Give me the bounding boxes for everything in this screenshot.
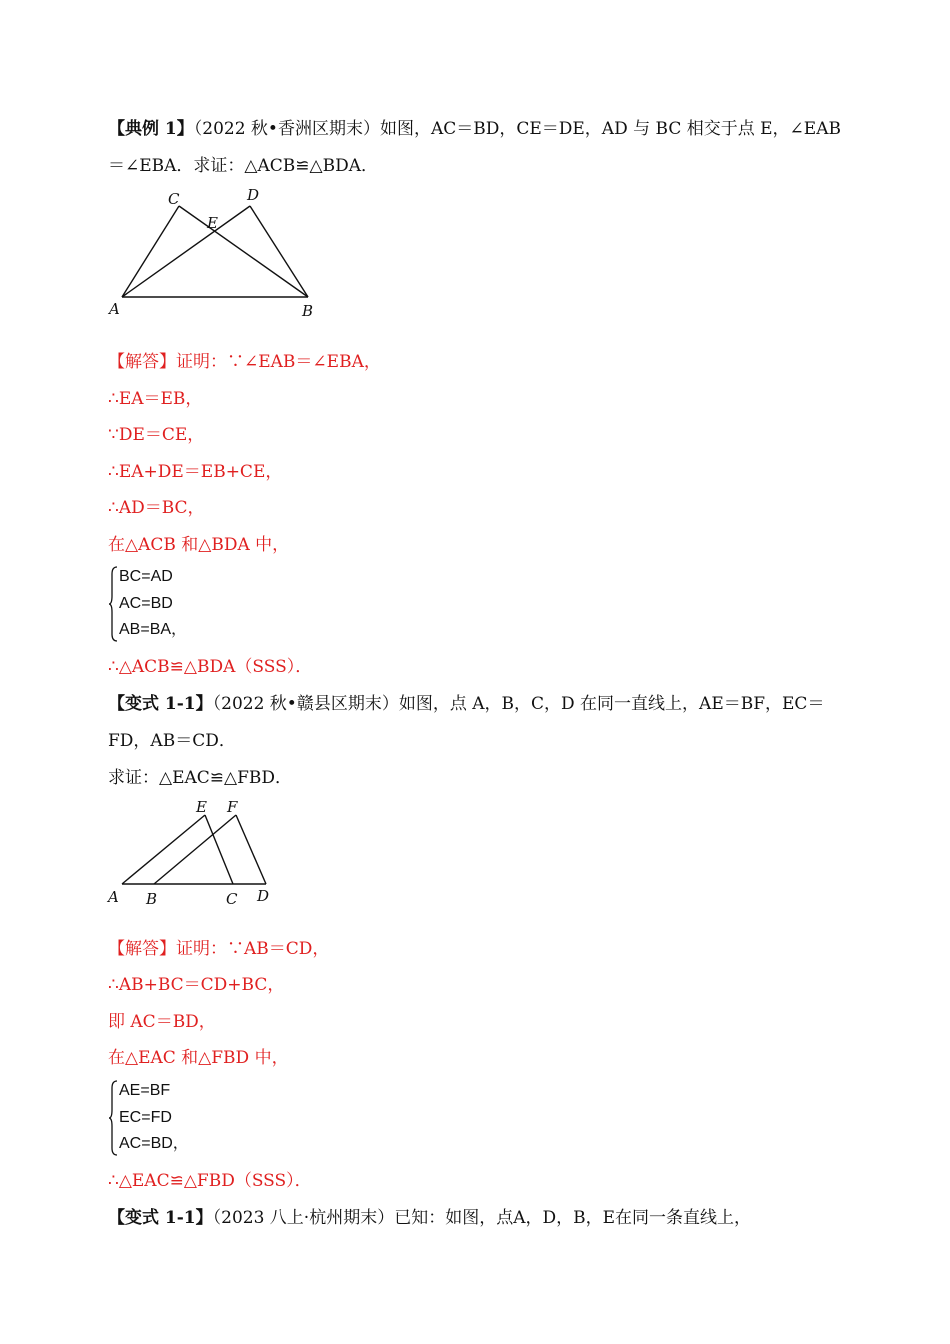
segment-bd: [250, 206, 308, 297]
system-row: AB=BA，: [119, 621, 188, 638]
variant1-question-line2: FD，AB＝CD．: [108, 731, 236, 751]
segment-bf: [154, 815, 236, 884]
variant1-conclusion: ∴△EAC≌△FBD（SSS）．: [108, 1171, 312, 1191]
example1-solution-tag: 【解答】: [108, 352, 176, 372]
label-c: C: [168, 190, 180, 208]
example1-solution-line5: ∴AD＝BC，: [108, 498, 205, 518]
example1-solution-line6: 在△ACB 和△BDA 中，: [108, 535, 290, 555]
example1-solution-line2: ∴EA＝EB，: [108, 389, 203, 409]
variant1-equation-system: [108, 1078, 198, 1158]
brace-icon: [108, 1080, 118, 1156]
label-b: B: [146, 890, 158, 908]
segment-ec: [205, 815, 233, 884]
brace-icon: [108, 566, 118, 642]
variant1-solution-line4: 在△EAC 和△FBD 中，: [108, 1048, 289, 1068]
label-a: A: [109, 300, 120, 318]
example1-solution-line1: 【解答】证明：∵∠EAB＝∠EBA，: [108, 352, 381, 372]
variant1-solution-tag: 【解答】: [108, 939, 176, 959]
segment-ac: [122, 206, 179, 297]
variant2-question-line1: 【变式 1-1】（2023 八上·杭州期末）已知：如图，点A，D，B，E在同一条直线上，: [108, 1208, 752, 1228]
segment-ae: [122, 815, 205, 884]
example1-solution-line4: ∴EA+DE＝EB+CE，: [108, 462, 283, 482]
label-e: E: [207, 214, 218, 232]
system-row: BC=AD: [119, 568, 173, 585]
segment-ad: [122, 206, 250, 297]
example1-question-line2: ＝∠EBA．求证：△ACB≌△BDA．: [108, 156, 378, 176]
label-b: B: [302, 302, 314, 320]
variant1-tag: 【变式 1-1】: [108, 694, 213, 714]
example1-text-line1: （2022 秋•香洲区期末）如图，AC＝BD，CE＝DE，AD 与 BC 相交于点 E，∠EAB: [193, 119, 841, 139]
label-a: A: [108, 888, 119, 906]
segment-fd: [236, 815, 266, 884]
example1-tag: 【典例 1】: [108, 119, 194, 139]
variant1-figure: [100, 795, 290, 910]
label-f: F: [227, 798, 238, 816]
system-row: AC=BD，: [119, 1135, 189, 1152]
variant1-solution-line2: ∴AB+BC＝CD+BC，: [108, 975, 285, 995]
system-row: AC=BD: [119, 594, 173, 612]
variant1-question-line1: 【变式 1-1】（2022 秋•赣县区期末）如图，点 A，B，C，D 在同一直线上，AE＝BF，EC＝: [108, 694, 825, 714]
example1-conclusion: ∴△ACB≌△BDA（SSS）．: [108, 657, 313, 677]
system-row: EC=FD: [119, 1108, 172, 1126]
label-d: D: [257, 887, 270, 905]
variant1-question-line3: 求证：△EAC≌△FBD．: [108, 768, 293, 788]
system-row: AE=BF: [119, 1082, 171, 1099]
label-c: C: [226, 890, 238, 908]
variant2-tag: 【变式 1-1】: [108, 1208, 213, 1228]
variant1-solution-line1: 【解答】证明：∵AB＝CD，: [108, 939, 330, 959]
example1-equation-system: [108, 564, 198, 644]
example1-solution-line3: ∵DE＝CE，: [108, 425, 205, 445]
label-e: E: [196, 798, 207, 816]
example1-question-line1: [108, 118, 841, 140]
segment-bc: [179, 206, 308, 297]
label-d: D: [247, 186, 260, 204]
variant1-solution-line3: 即 AC＝BD，: [108, 1012, 216, 1032]
example1-figure: [100, 182, 340, 322]
